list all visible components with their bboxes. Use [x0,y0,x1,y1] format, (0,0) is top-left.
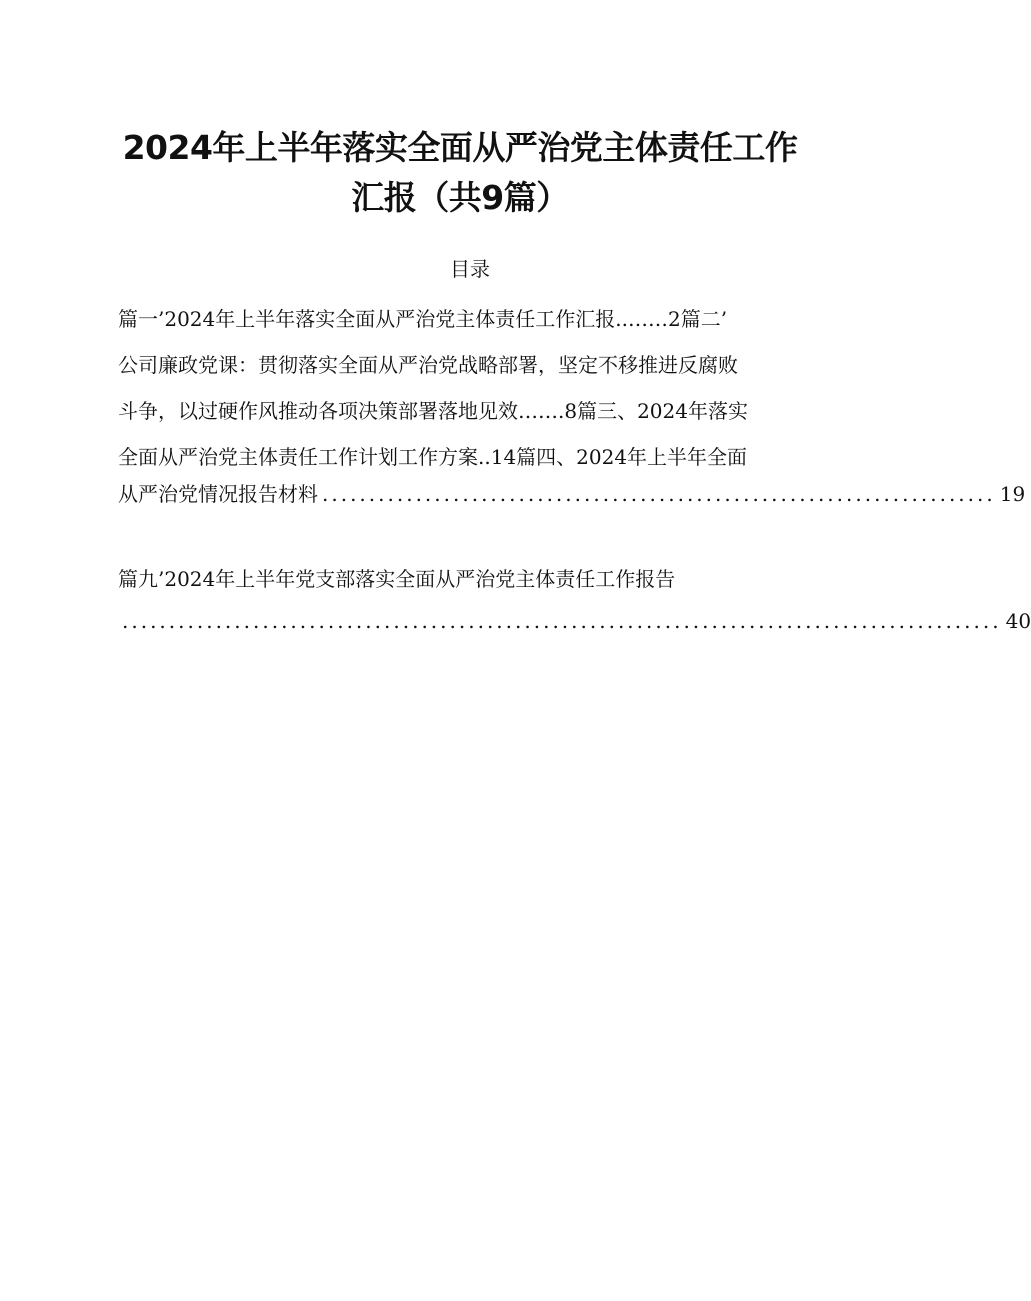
toc-line-2 [118,350,823,380]
toc-line-4-text: 全面从严治党主体责任工作计划工作方案..14篇四、2024年上半年全面 [118,445,748,469]
toc-line-1 [118,304,823,334]
toc-line-5-text: 从严治党情况报告材料 [118,482,318,506]
toc-entry-9 [118,564,823,594]
toc-line-2-text: 公司廉政党课：贯彻落实全面从严治党战略部署，坚定不移推进反腐败 [118,353,738,377]
toc-line-1-text: 篇一’2024年上半年落实全面从严治党主体责任工作汇报..……2篇二’ [118,307,728,331]
toc-line-3-text: 斗争，以过硬作风推动各项决策部署落地见效…….8篇三、2024年落实 [118,399,748,423]
toc-heading: 目录 [450,257,490,281]
toc-line-5-leader-dots: ........................................................................ [322,482,996,506]
document-title-line-2: 汇报（共9篇） [351,178,569,217]
toc-line-3 [118,396,823,426]
toc-entry-9-text: 篇九’2024年上半年党支部落实全面从严治党主体责任工作报告 [118,567,676,591]
toc-entry-9-leader [118,606,1031,636]
toc-entry-9-leader-dots: .............................................................................................. [122,609,1002,633]
toc-line-5 [118,479,1026,509]
toc-line-5-page-number: 19 [999,482,1026,506]
toc-line-4 [118,442,823,472]
document-title-line-1: 2024年上半年落实全面从严治党主体责任工作 [122,128,798,167]
toc-entry-9-page-number: 40 [1005,609,1031,633]
